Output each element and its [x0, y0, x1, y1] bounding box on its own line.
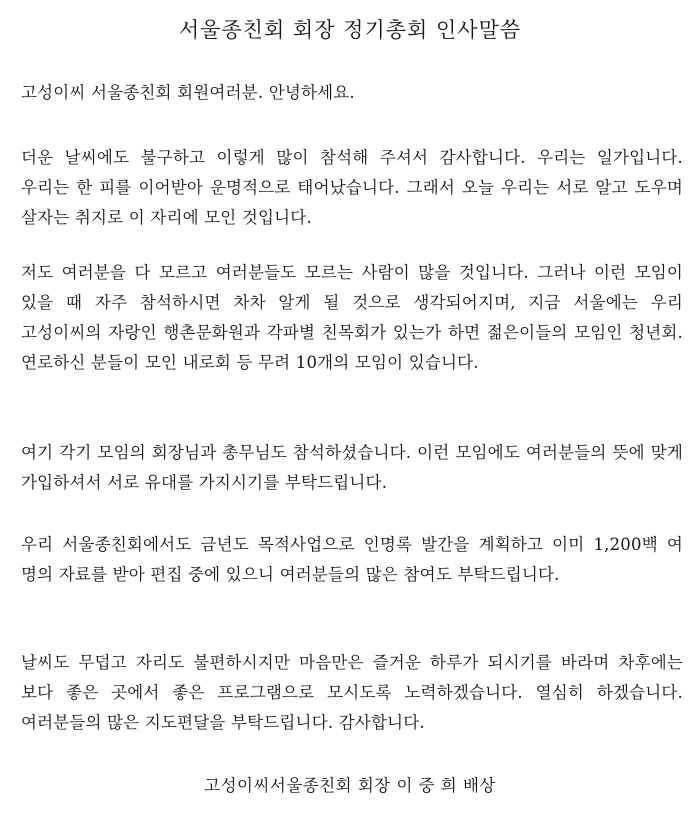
document-title: 서울종친회 회장 정기총회 인사말씀 [178, 18, 522, 42]
paragraph-gatherings: 저도 여러분을 다 모르고 여러분들도 모르는 사람이 많을 것입니다. 그러나 이런 모임이 있을 때 자주 참석하시면 차차 알게 될 것으로 생각되어지며, 지금 서울에는 우리 고성이씨의 자랑인 행촌문화원과 각파별 친목회가 있는가 하면 젊은이들의 모임인 청년회. 연로하신 분들이 모인 내로회 등 무려 10개의 모임이 있습니다. [21, 263, 683, 372]
paragraph-join-request: 여기 각기 모임의 회장님과 총무님도 참석하셨습니다. 이런 모임에도 여러분들의 뜻에 맞게 가입하셔서 서로 유대를 가지시기를 부탁드립니다. [21, 443, 683, 492]
paragraph-thanks: 더운 날씨에도 불구하고 이렇게 많이 참석해 주셔서 감사합니다. 우리는 일가입니다. 우리는 한 피를 이어받아 운명적으로 태어났습니다. 그래서 오늘 우리는 서로 알고 도우며 살자는 취지로 이 자리에 모인 것입니다. [21, 148, 683, 227]
paragraph-closing: 날씨도 무덥고 자리도 불편하시지만 마음만은 즐거운 하루가 되시기를 바라며 차후에는 보다 좋은 곳에서 좋은 프로그램으로 모시도록 노력하겠습니다. 열심히 하겠습니다. 여러분들의 많은 지도편달을 부탁드립니다. 감사합니다. [21, 653, 683, 732]
signature-line: 고성이씨서울종친회 회장 이 중 희 배상 [204, 776, 496, 795]
paragraph-directory: 우리 서울종친회에서도 금년도 목적사업으로 인명록 발간을 계획하고 이미 1,200백 여 명의 자료를 받아 편집 중에 있으니 여러분들의 많은 참여도 부탁드립니다. [21, 535, 683, 584]
paragraph-greeting: 고성이씨 서울종친회 회원여러분. 안녕하세요. [21, 83, 355, 102]
